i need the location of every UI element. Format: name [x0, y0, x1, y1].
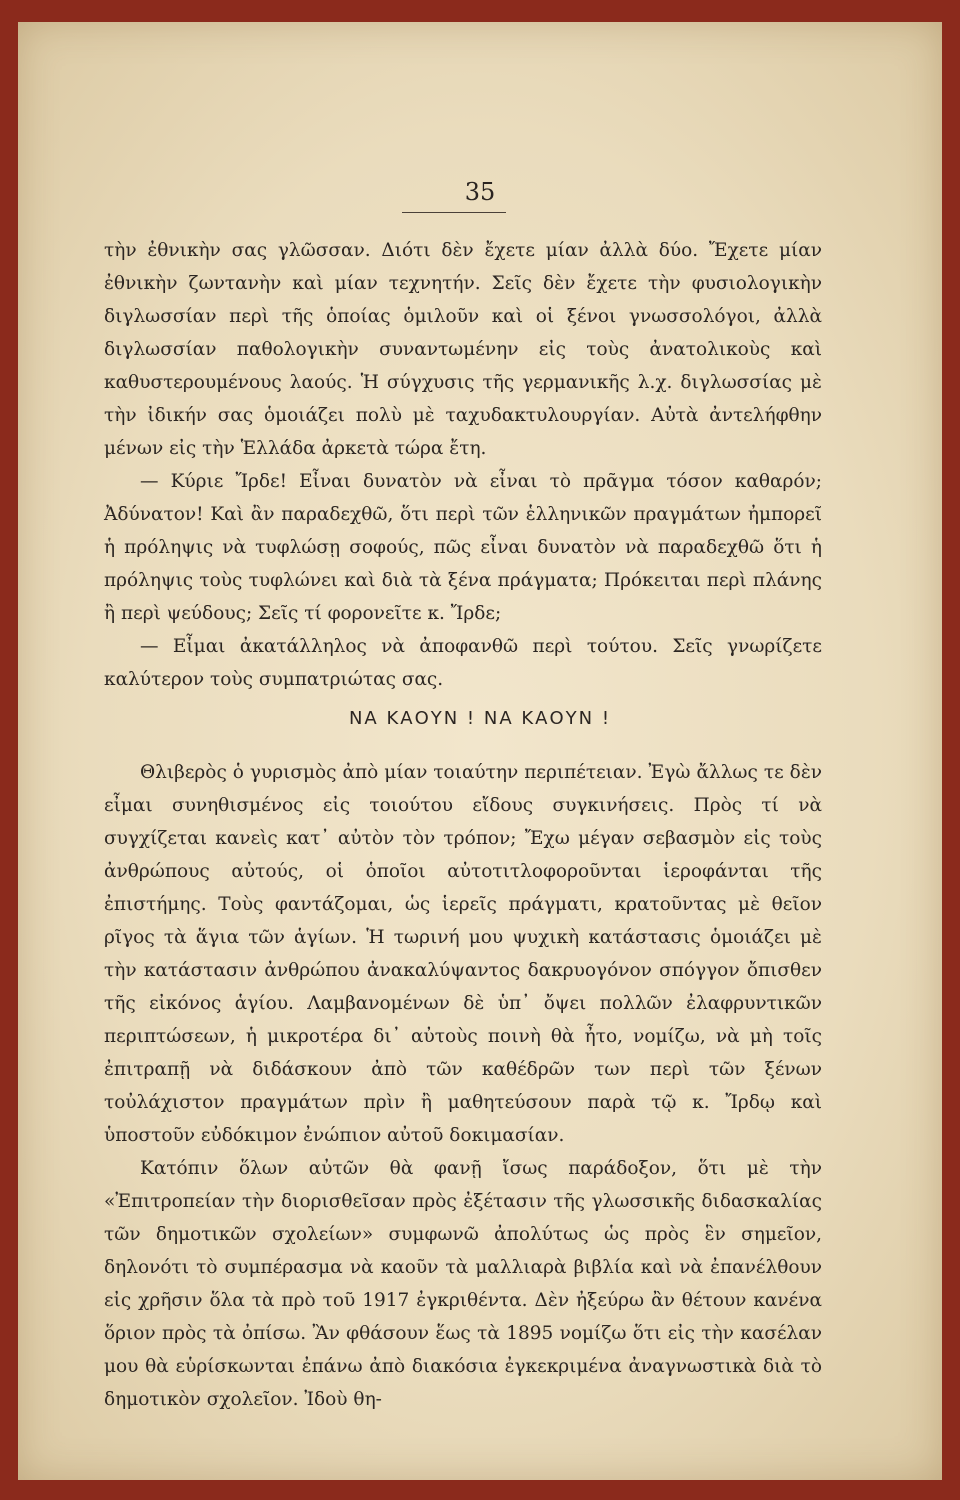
page-number: 35 — [464, 178, 496, 206]
paragraph-continuation: τὴν ἐθνικὴν σας γλῶσσαν. Διότι δὲν ἔχετε μίαν ἀλλὰ δύο. Ἔχετε μίαν ἐθνικὴν ζωντανὴν καὶ μίαν τεχνητήν. Σεῖς δὲν ἔχετε τὴν φυσιολογικὴν διγλωσσίαν περὶ τῆς ὁποίας ὁμιλοῦν καὶ οἱ ξένοι γνωσσολόγοι, ἀλλὰ διγλωσσίαν παθολογικὴν συναντωμένην εἰς τοὺς ἀνατολικοὺς καὶ καθυστερουμένους λαούς. Ἡ σύγχυσις τῆς γερμανικῆς λ.χ. διγλωσσίας μὲ τὴν ἰδικήν σας ὁμοιάζει πολὺ μὲ ταχυδακτυλουργίαν. Αὐτὰ ἀντελήφθην μένων εἰς τὴν Ἑλλάδα ἀρκετὰ τώρα ἔτη. — [104, 240, 822, 459]
section-heading: ΝΑ ΚΑΟΥΝ ! ΝΑ ΚΑΟΥΝ ! — [348, 708, 612, 729]
body-text-top — [104, 234, 822, 696]
paragraph-section-2: Κατόπιν ὅλων αὐτῶν θὰ φανῇ ἴσως παράδοξον, ὅτι μὲ τὴν «Ἐπιτροπείαν τὴν διορισθεῖσαν πρὸς ἐξέτασιν τῆς γλωσσικῆς διδασκαλίας τῶν δημοτικῶν σχολείων» συμφωνῶ ἀπολύτως ὡς πρὸς ἓν σημεῖον, δηλονότι τὸ συμπέρασμα νὰ καοῦν τὰ μαλλιαρὰ βιβλία καὶ νὰ ἐπανέλθουν εἰς χρῆσιν ὅλα τὰ πρὸ τοῦ 1917 ἐγκριθέντα. Δὲν ἠξεύρω ἂν θέτουν κανένα ὅριον πρὸς τὰ ὀπίσω. Ἂν φθάσουν ἕως τὰ 1895 νομίζω ὅτι εἰς τὴν κασέλαν μου θὰ εὑρίσκωνται ἐπάνω ἀπὸ διακόσια ἐγκεκριμένα ἀναγνωστικὰ διὰ τὸ δημοτικὸν σχολεῖον. Ἰδοὺ θη- — [104, 1158, 822, 1410]
paragraph-dialogue-question: — Κύριε Ἴρδε! Εἶναι δυνατὸν νὰ εἶναι τὸ πρᾶγμα τόσον καθαρόν; Ἀδύνατον! Καὶ ἂν παραδεχθῶ, ὅτι περὶ τῶν ἑλληνικῶν πραγμάτων ἠμπορεῖ ἡ πρόληψις νὰ τυφλώσῃ σοφούς, πῶς εἶναι δυνατὸν νὰ παραδεχθῶ ὅτι ἡ πρόληψις τοὺς τυφλώνει καὶ διὰ τὰ ξένα πράγματα; Πρόκειται περὶ πλάνης ἢ περὶ ψεύδους; Σεῖς τί φορονεῖτε κ. Ἴρδε; — [104, 471, 822, 624]
body-text-bottom — [104, 756, 822, 1416]
paragraph-dialogue-answer: — Εἶμαι ἀκατάλληλος νὰ ἀποφανθῶ περὶ τούτου. Σεῖς γνωρίζετε καλύτερον τοὺς συμπατριώτας σας. — [104, 636, 822, 690]
header-rule — [402, 212, 506, 213]
paragraph-section-1: Θλιβερὸς ὁ γυρισμὸς ἀπὸ μίαν τοιαύτην περιπέτειαν. Ἐγὼ ἄλλως τε δὲν εἶμαι συνηθισμένος εἰς τοιούτου εἴδους συγκινήσεις. Πρὸς τί νὰ συγχίζεται κανεὶς κατ᾽ αὐτὸν τὸν τρόπον; Ἔχω μέγαν σεβασμὸν εἰς τοὺς ἀνθρώπους αὐτούς, οἱ ὁποῖοι αὐτοτιτλοφοροῦνται ἱεροφάνται τῆς ἐπιστήμης. Τοὺς φαντάζομαι, ὡς ἱερεῖς πράγματι, κρατοῦντας μὲ θεῖον ρῖγος τὰ ἅγια τῶν ἁγίων. Ἡ τωρινή μου ψυχικὴ κατάστασις ὁμοιάζει μὲ τὴν κατάστασιν ἀνθρώπου ἀνακαλύψαντος δακρυογόνον σπόγγον ὄπισθεν τῆς εἰκόνος ἁγίου. Λαμβανομένων δὲ ὑπ᾽ ὄψει πολλῶν ἐλαφρυντικῶν περιπτώσεων, ἡ μικροτέρα δι᾽ αὐτοὺς ποινὴ θὰ ἦτο, νομίζω, νὰ μὴ τοῖς ἐπιτραπῇ νὰ διδάσκουν ἀπὸ τῶν καθέδρῶν των περὶ τῶν ξένων τοὐλάχιστον πραγμάτων πρὶν ἢ μαθητεύσουν παρὰ τῷ κ. Ἴρδῳ καὶ ὑποστοῦν εὐδόκιμον ἐνώπιον αὐτοῦ δοκιμασίαν. — [104, 762, 822, 1146]
